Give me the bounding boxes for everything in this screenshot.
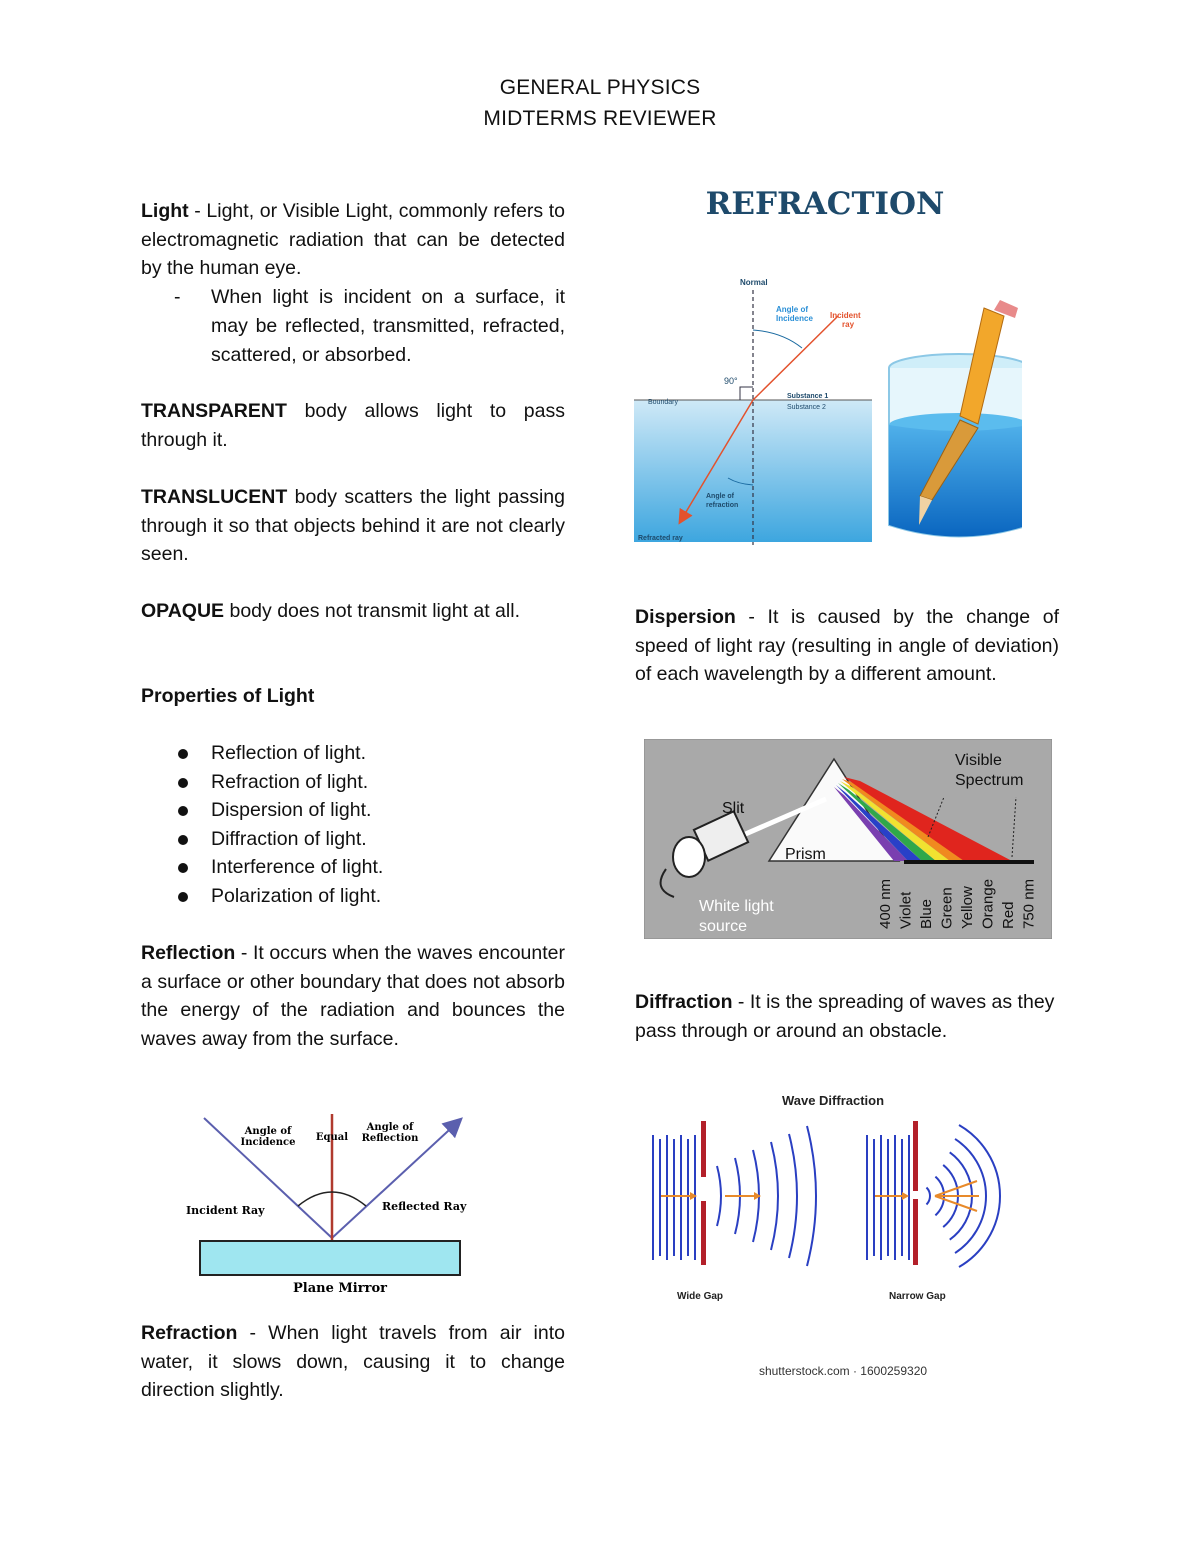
reflected-ray-label: Reflected Ray <box>382 1200 467 1213</box>
normal-label: Normal <box>740 278 768 287</box>
diffracted-wavefront <box>717 1166 721 1226</box>
property-item: Diffraction of light. <box>141 825 565 854</box>
diffracted-wavefront <box>926 1188 930 1205</box>
diffracted-wavefront <box>807 1126 816 1266</box>
wavelength-label: Red <box>1000 901 1017 929</box>
wavelength-label: Blue <box>918 898 935 929</box>
substance1-label: Substance 1 <box>787 393 829 400</box>
angle-refraction-label: Angle of refraction <box>706 493 739 509</box>
dispersion-diagram <box>644 739 1052 939</box>
prism-label: Prism <box>785 846 826 863</box>
page-header <box>0 72 1200 134</box>
wavelength-label: Yellow <box>959 886 976 929</box>
reflection-term: Reflection <box>141 942 236 964</box>
spectrum-label: Spectrum <box>955 772 1024 789</box>
wide-gap <box>701 1177 706 1201</box>
refraction-diagram <box>632 180 1022 550</box>
course-title: GENERAL PHYSICS <box>499 76 701 99</box>
transparent-term: TRANSPARENT <box>141 400 287 422</box>
wavelength-label: 400 nm <box>877 878 894 929</box>
incidence-arc <box>753 330 802 348</box>
image-credit: shutterstock.com · 1600259320 <box>758 1364 928 1378</box>
boundary-label: Boundary <box>648 399 678 406</box>
reflection-definition: Reflection - It occurs when the waves encounter a surface or other boundary that does not absorb the energy of the radiation and bounces the waves away from the surface. <box>141 942 565 1051</box>
angle-incidence-label: Angle of Incidence <box>240 1126 296 1148</box>
incident-ray-label: Incident ray <box>830 311 861 329</box>
angle-reflection-label: Angle of Reflection <box>361 1122 419 1144</box>
translucent-definition: TRANSLUCENT body scatters the light passing through it so that objects behind it are not clearly seen. <box>141 486 565 566</box>
ninety-degree-label: 90° <box>724 376 738 386</box>
wavelength-label: 750 nm <box>1020 878 1038 929</box>
refracted-ray-label: Refracted ray <box>638 535 683 542</box>
refraction-title: REFRACTION <box>705 186 945 222</box>
visible-label: Visible <box>955 752 1002 769</box>
dispersion-definition: Dispersion - It is caused by the change of speed of light ray (resulting in angle of deviation) of each wavelength by a different amount. <box>635 606 1059 686</box>
light-term: Light <box>141 200 189 222</box>
substance2-label: Substance 2 <box>787 404 826 411</box>
wavelength-label: Orange <box>979 878 997 929</box>
opaque-term: OPAQUE <box>141 600 225 622</box>
water-region <box>634 400 872 542</box>
property-item: Interference of light. <box>141 853 565 882</box>
opaque-definition: OPAQUE body does not transmit light at all. <box>141 600 520 622</box>
property-item: Dispersion of light. <box>141 796 565 825</box>
light-subpoint: - When light is incident on a surface, it may be reflected, transmitted, refracted, scattered, or absorbed. <box>174 286 565 366</box>
properties-list <box>141 739 565 911</box>
white-light-label: White light <box>699 898 774 915</box>
reflection-diagram <box>180 1108 480 1298</box>
narrow-gap <box>913 1191 918 1199</box>
light-text: - Light, or Visible Light, commonly refers to electromagnetic radiation that can be detected by the human eye. <box>141 200 565 280</box>
bullet-icon <box>178 778 188 788</box>
bullet-icon <box>178 749 188 759</box>
wave-arrows <box>661 1181 979 1211</box>
diffraction-definition: Diffraction - It is the spreading of waves as they pass through or around an obstacle. <box>635 991 1055 1042</box>
property-item: Reflection of light. <box>141 739 565 768</box>
slit-label: Slit <box>722 800 745 817</box>
diffracted-wavefront <box>771 1142 778 1250</box>
incident-ray <box>753 316 838 400</box>
diffracted-wavefront <box>789 1134 797 1258</box>
wavelength-label: Green <box>938 887 956 929</box>
diffraction-title: Wave Diffraction <box>781 1093 885 1108</box>
narrow-gap-label: Narrow Gap <box>889 1291 946 1302</box>
transparent-definition: TRANSPARENT body allows light to pass through it. <box>141 400 565 451</box>
bullet-icon <box>178 863 188 873</box>
wavelength-label: Violet <box>897 891 915 929</box>
incident-ray-label: Incident Ray <box>186 1204 265 1217</box>
wide-gap-label: Wide Gap <box>677 1291 724 1302</box>
light-definition <box>141 197 565 369</box>
bullet-icon <box>178 806 188 816</box>
glass-illustration <box>889 300 1022 537</box>
dispersion-term: Dispersion <box>635 606 736 628</box>
diffraction-term: Diffraction <box>635 991 733 1013</box>
bullet-icon <box>178 892 188 902</box>
document-title: MIDTERMS REVIEWER <box>483 107 717 130</box>
right-angle-mark <box>740 387 753 400</box>
bullet-icon <box>178 835 188 845</box>
property-item: Polarization of light. <box>141 882 565 911</box>
plane-mirror-label: Plane Mirror <box>293 1281 387 1296</box>
properties-title: Properties of Light <box>141 685 315 707</box>
source-label: source <box>699 918 748 935</box>
equal-label: Equal <box>315 1132 349 1143</box>
refraction-definition: Refraction - When light travels from air into water, it slows down, causing it to change direction slightly. <box>141 1322 565 1402</box>
translucent-term: TRANSLUCENT <box>141 486 288 508</box>
refraction-term: Refraction <box>141 1322 238 1344</box>
angle-incidence-label: Angle of Incidence <box>776 305 813 323</box>
diffraction-diagram <box>635 1085 1055 1385</box>
plane-mirror-shape <box>200 1241 460 1275</box>
property-item: Refraction of light. <box>141 768 565 797</box>
